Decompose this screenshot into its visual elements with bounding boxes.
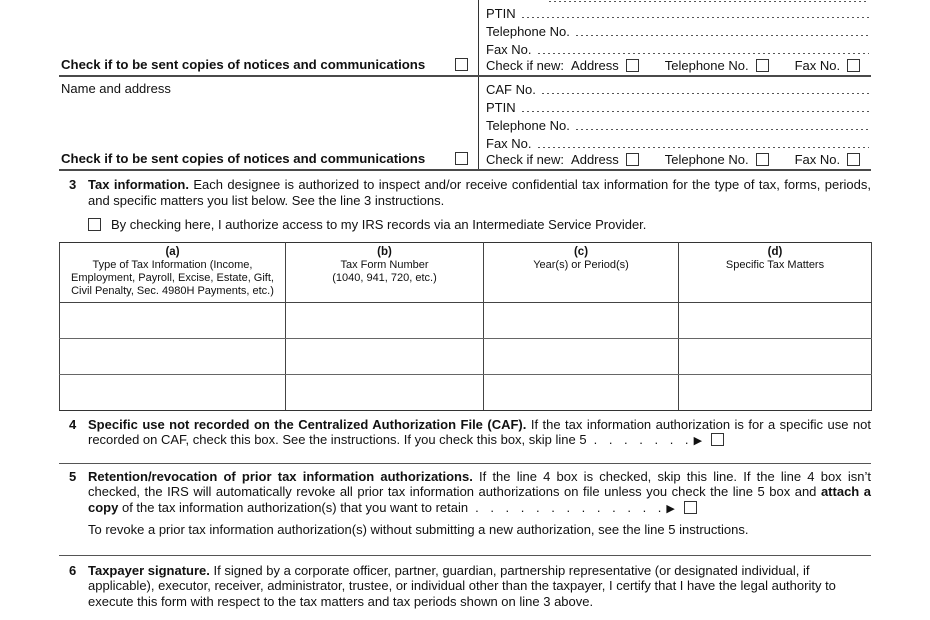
line4-title: Specific use not recorded on the Centralized Authorization File (CAF). — [88, 416, 527, 432]
check-if-new-label: Check if new: — [486, 58, 565, 73]
new-fax-checkbox[interactable] — [847, 153, 860, 166]
column-header-b: (b) Tax Form Number (1040, 941, 720, etc.) — [286, 242, 484, 302]
new-address-checkbox[interactable] — [626, 59, 639, 72]
table-cell[interactable] — [484, 374, 679, 410]
field-label: CAF No. — [486, 82, 536, 97]
isp-checkbox-label: By checking here, I authorize access to my IRS records via an Intermediate Service Provider. — [111, 217, 647, 232]
table-cell[interactable] — [484, 302, 679, 338]
designee2-left-column — [59, 77, 478, 169]
dot-leaders: . . . . . . . — [593, 432, 689, 447]
line3-text: Tax information. Each designee is authorized to inspect and/or receive confidential tax information for the type of tax, forms, periods, and specific matters you list below. See the line 3 instructions. — [88, 177, 871, 208]
table-cell[interactable] — [60, 302, 286, 338]
line6-title: Taxpayer signature. — [88, 562, 210, 578]
line5-title: Retention/revocation of prior tax information authorizations. — [88, 468, 473, 484]
line5-note: To revoke a prior tax information authorization(s) without submitting a new authorization, see the line 5 instructions. — [88, 522, 749, 537]
table-cell[interactable] — [60, 338, 286, 374]
designee2-right-column — [478, 77, 871, 169]
line4-specific-use — [59, 417, 871, 450]
line5-checkbox[interactable] — [684, 501, 697, 514]
field-label: Telephone No. — [486, 118, 570, 133]
section-divider — [59, 463, 871, 464]
telephone-field-line[interactable] — [576, 34, 869, 36]
field-row-telephone — [486, 21, 871, 39]
copies-label: Check if to be sent copies of notices and communications — [61, 151, 426, 166]
option-address-label: Address — [571, 152, 619, 167]
field-label: Fax No. — [486, 42, 532, 57]
line4-checkbox[interactable] — [711, 433, 724, 446]
option-telephone-label: Telephone No. — [664, 152, 749, 167]
name-and-address-input-area[interactable] — [59, 96, 478, 151]
ptin-field-line[interactable] — [522, 16, 869, 18]
isp-checkbox-row — [88, 217, 871, 233]
option-fax-label: Fax No. — [794, 152, 841, 167]
line3-tax-information — [59, 171, 871, 233]
isp-checkbox[interactable] — [88, 218, 101, 231]
table-row — [60, 302, 872, 338]
line6-taxpayer-signature — [59, 563, 871, 610]
field-label: Fax No. — [486, 136, 532, 151]
designee1-check-if-new-row — [486, 57, 871, 74]
new-fax-checkbox[interactable] — [847, 59, 860, 72]
form-8821-page — [59, 0, 871, 609]
designee2-copies-checkbox[interactable] — [455, 152, 468, 165]
designee-block-2 — [59, 77, 871, 171]
field-row-ptin — [486, 97, 871, 115]
option-fax-label: Fax No. — [794, 58, 841, 73]
telephone-field-line[interactable] — [576, 128, 869, 130]
caf-field-line[interactable] — [542, 92, 869, 94]
field-row-caf — [486, 79, 871, 97]
line3-number: 3 — [69, 177, 77, 192]
designee1-copies-checkbox[interactable] — [455, 58, 468, 71]
designee2-check-if-new-row — [486, 151, 871, 168]
table-cell[interactable] — [679, 374, 872, 410]
new-telephone-checkbox[interactable] — [756, 153, 769, 166]
line4-text: Specific use not recorded on the Centralized Authorization File (CAF). If the tax information authorization is for a specific use not recorded on CAF, check this box. See the instructions. If you check this box, skip line 5 . . . . . . . ▶ — [88, 416, 871, 447]
section-divider — [59, 555, 871, 556]
name-and-address-label: Name and address — [61, 81, 171, 96]
table-cell[interactable] — [60, 374, 286, 410]
tax-information-table — [59, 242, 872, 411]
line3-title: Tax information. — [88, 177, 189, 192]
dot-leaders: . . . . . . . . . . . . . — [475, 499, 662, 515]
line5-retention-revocation — [59, 469, 871, 538]
designee1-right-column — [478, 0, 871, 75]
field-row-telephone — [486, 115, 871, 133]
table-cell[interactable] — [286, 374, 484, 410]
table-row — [60, 338, 872, 374]
line5-text: Retention/revocation of prior tax information authorizations. If the line 4 box is checked, skip this line. If the line 4 box isn’t checked, the IRS will automatically revoke all prior tax information authorizations on file unless you check the line 5 box and attach a copy of the tax information authorization(s) that you want to retain . . . . . . . . . . . . . ▶ — [88, 468, 871, 515]
new-address-checkbox[interactable] — [626, 153, 639, 166]
line5-number: 5 — [69, 468, 77, 484]
check-if-new-label: Check if new: — [486, 152, 565, 167]
field-label: PTIN — [486, 100, 516, 115]
copies-label: Check if to be sent copies of notices and communications — [61, 57, 426, 72]
designee1-copies-row — [59, 57, 478, 74]
table-cell[interactable] — [679, 338, 872, 374]
designee1-left-column — [59, 0, 478, 75]
column-header-d: (d) Specific Tax Matters — [679, 242, 872, 302]
new-telephone-checkbox[interactable] — [756, 59, 769, 72]
pointer-arrow-icon: ▶ — [666, 502, 675, 515]
field-row-fax — [486, 133, 871, 151]
table-cell[interactable] — [679, 302, 872, 338]
table-cell[interactable] — [286, 338, 484, 374]
column-header-a: (a) Type of Tax Information (Income, Employment, Payroll, Excise, Estate, Gift, Civil Penalty, Sec. 4980H Payments, etc.) — [60, 242, 286, 302]
field-label: PTIN — [486, 6, 516, 21]
ptin-field-line[interactable] — [522, 110, 869, 112]
line6-number: 6 — [69, 562, 77, 578]
designee-block-1 — [59, 0, 871, 77]
field-row-fax — [486, 39, 871, 57]
field-row-ptin — [486, 3, 871, 21]
table-cell[interactable] — [286, 302, 484, 338]
line6-text: Taxpayer signature. If signed by a corporate officer, partner, guardian, partnership representative (or designated individual, if applicable), executor, receiver, administrator, trustee, or individual other than the taxpayer, I certify that I have the legal authority to execute this form with respect to the tax matters and tax periods shown on line 3 above. — [88, 562, 836, 609]
column-header-c: (c) Year(s) or Period(s) — [484, 242, 679, 302]
option-address-label: Address — [571, 58, 619, 73]
fax-field-line[interactable] — [538, 146, 869, 148]
table-row — [60, 374, 872, 410]
table-cell[interactable] — [484, 338, 679, 374]
fax-field-line[interactable] — [538, 52, 869, 54]
option-telephone-label: Telephone No. — [664, 58, 749, 73]
pointer-arrow-icon: ▶ — [693, 435, 703, 447]
designee1-caf-field-line[interactable] — [549, 1, 869, 2]
table-header-row — [60, 242, 872, 302]
line4-number: 4 — [69, 416, 77, 432]
designee2-copies-row — [59, 151, 478, 168]
field-label: Telephone No. — [486, 24, 570, 39]
